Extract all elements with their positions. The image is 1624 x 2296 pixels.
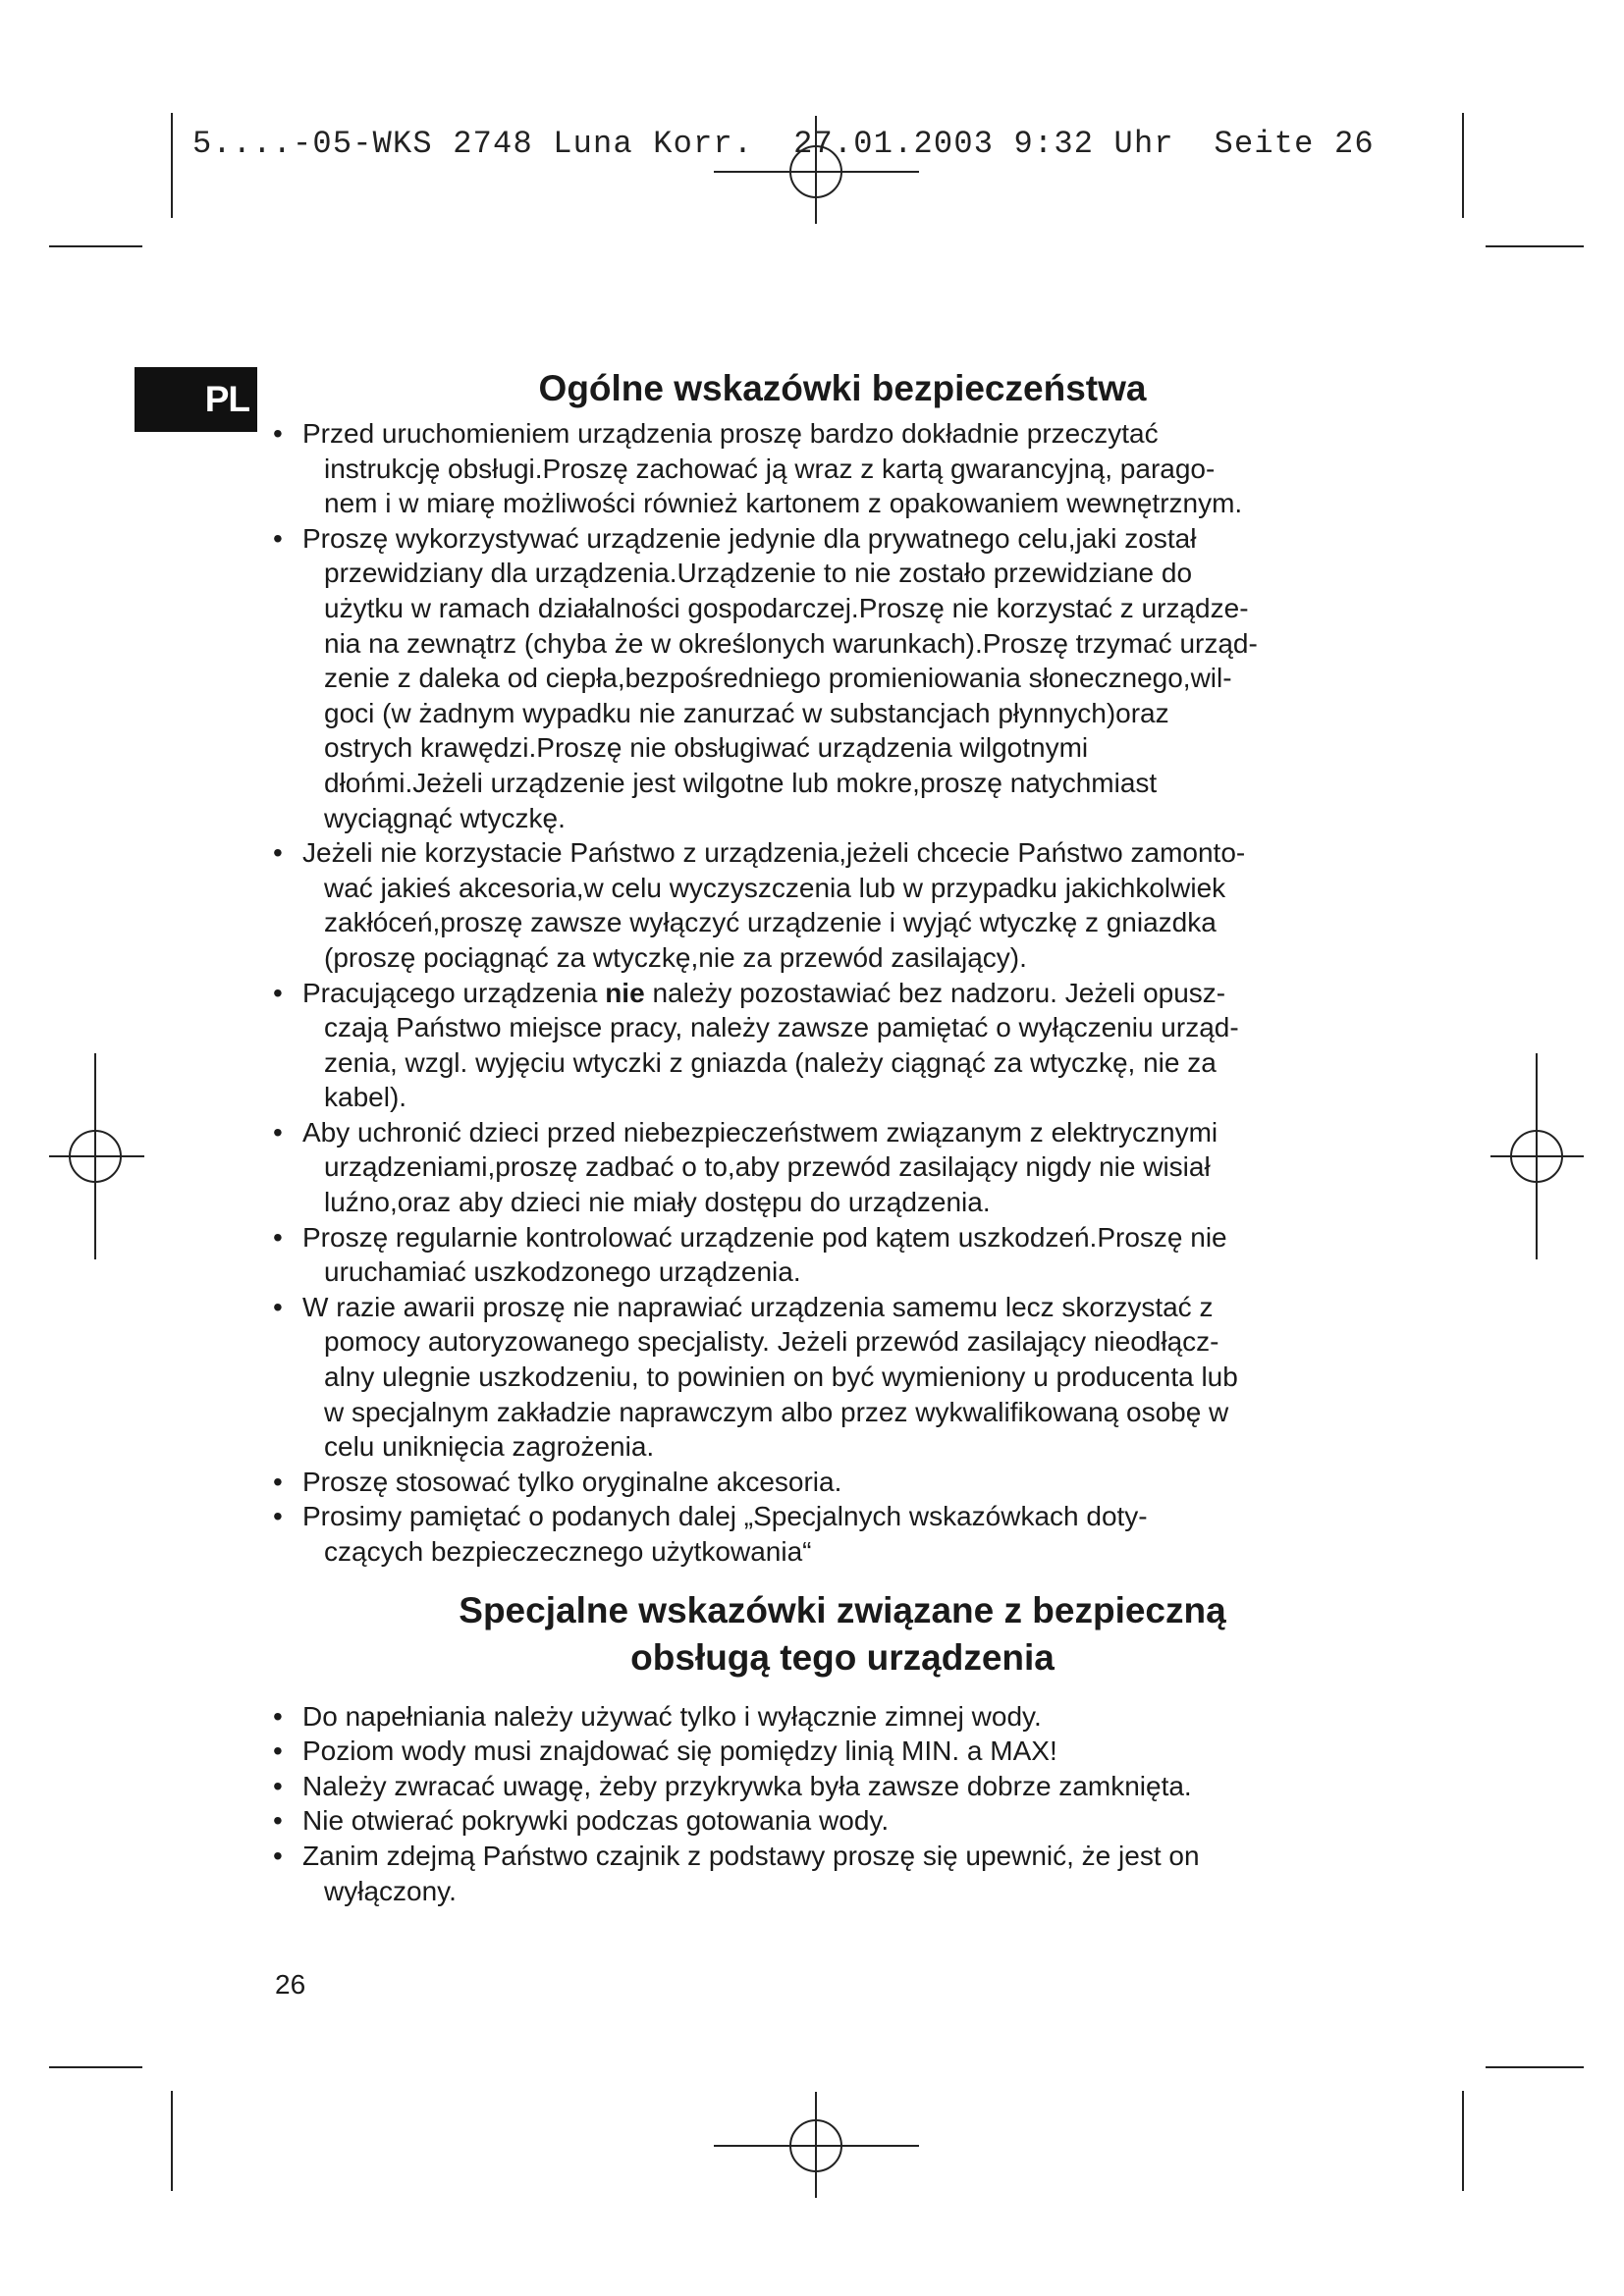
list-item-line: użytku w ramach działalności gospodarczej.Proszę nie korzystać z urządze-	[324, 592, 1249, 623]
list-item-text: Pracującego urządzenia	[302, 977, 606, 1008]
list-item-line: pomocy autoryzowanego specjalisty. Jeżeli przewód zasilający nieodłącz-	[324, 1326, 1219, 1358]
registration-mark-bottom	[714, 2092, 919, 2198]
list-item-line: Nie otwierać pokrywki podczas gotowania wody.	[302, 1805, 890, 1837]
list-item-line: czących bezpieczecznego użytkowania“	[324, 1536, 812, 1567]
list-item: • Proszę stosować tylko oryginalne akcesoria.	[273, 1465, 1373, 1500]
general-safety-list	[273, 416, 1373, 1570]
list-item-line: Proszę wykorzystywać urządzenie jedynie dla prywatnego celu,jaki został	[302, 522, 1197, 554]
list-item-line: Przed uruchomieniem urządzenia proszę bardzo dokładnie przeczytać	[302, 418, 1159, 449]
registration-mark-right	[1490, 1053, 1584, 1259]
list-item: • Należy zwracać uwagę, żeby przykrywka była zawsze dobrze zamknięta.	[273, 1769, 1373, 1804]
list-item-line: goci (w żadnym wypadku nie zanurzać w substancjach płynnych)oraz	[324, 697, 1169, 728]
list-item: • Nie otwierać pokrywki podczas gotowania wody.	[273, 1803, 1373, 1839]
page-content	[273, 365, 1373, 1908]
list-item-line: uruchamiać uszkodzonego urządzenia.	[324, 1256, 801, 1288]
list-item-text: należy pozostawiać bez nadzoru. Jeżeli opusz-	[644, 977, 1226, 1008]
list-item: • Pracującego urządzenia nie należy pozostawiać bez nadzoru. Jeżeli opusz- czają Państwo miejsce pracy, należy zawsze pamiętać o wyłączeniu urząd- zenia, wzgl. wyjęciu wtyczki z gniazda (należy ciągnąć za wtyczkę, nie za kabel).	[273, 976, 1373, 1115]
list-item-line: Proszę regularnie kontrolować urządzenie pod kątem uszkodzeń.Proszę nie	[302, 1221, 1227, 1253]
list-item-line: Do napełniania należy używać tylko i wyłącznie zimnej wody.	[302, 1700, 1042, 1732]
list-item-line: nem i w miarę możliwości również kartonem z opakowaniem wewnętrznym.	[324, 488, 1243, 519]
list-item-line: Poziom wody musi znajdować się pomiędzy linią MIN. a MAX!	[302, 1735, 1057, 1767]
list-item-line: wać jakieś akcesoria,w celu wyczyszczenia lub w przypadku jakichkolwiek	[324, 872, 1226, 903]
list-item-line: celu uniknięcia zagrożenia.	[324, 1431, 655, 1463]
list-item: • Zanim zdejmą Państwo czajnik z podstawy proszę się upewnić, że jest on wyłączony.	[273, 1839, 1373, 1908]
list-item: • W razie awarii proszę nie naprawiać urządzenia samemu lecz skorzystać z pomocy autoryzowanego specjalisty. Jeżeli przewód zasilający nieodłącz- alny ulegnie uszkodzeniu, to powinien on być wymieniony u producenta lub w specjalnym zakładzie naprawczym albo przez wykwalifikowaną osobę w celu uniknięcia zagrożenia.	[273, 1290, 1373, 1465]
list-item: • Proszę regularnie kontrolować urządzenie pod kątem uszkodzeń.Proszę nie uruchamiać uszkodzonego urządzenia.	[273, 1220, 1373, 1290]
section-heading-line: Specjalne wskazówki związane z bezpieczną	[459, 1589, 1226, 1630]
list-item-line: Zanim zdejmą Państwo czajnik z podstawy proszę się upewnić, że jest on	[302, 1840, 1200, 1871]
list-item-line: nia na zewnątrz (chyba że w określonych warunkach).Proszę trzymać urząd-	[324, 627, 1258, 659]
list-item-line: dłońmi.Jeżeli urządzenie jest wilgotne lub mokre,proszę natychmiast	[324, 767, 1158, 798]
list-item-line: Jeżeli nie korzystacie Państwo z urządzenia,jeżeli chcecie Państwo zamonto-	[302, 837, 1246, 869]
list-item-line: zenie z daleka od ciepła,bezpośredniego promieniowania słonecznego,wil-	[324, 663, 1232, 694]
list-item-line: Należy zwracać uwagę, żeby przykrywka była zawsze dobrze zamknięta.	[302, 1770, 1192, 1801]
list-item: • Jeżeli nie korzystacie Państwo z urządzenia,jeżeli chcecie Państwo zamonto- wać jakieś akcesoria,w celu wyczyszczenia lub w przypadku jakichkolwiek zakłóceń,proszę zawsze wyłączyć urządzenie i wyjąć wtyczkę z gniazdka (proszę pociągnąć za wtyczkę,nie za przewód zasilający).	[273, 835, 1373, 975]
list-item-line: w specjalnym zakładzie naprawczym albo przez wykwalifikowaną osobę w	[324, 1396, 1229, 1427]
section-heading-line: obsługą tego urządzenia	[630, 1636, 1055, 1678]
list-item-line: luźno,oraz aby dzieci nie miały dostępu do urządzenia.	[324, 1187, 991, 1218]
print-slug-line: 5....-05-WKS 2748 Luna Korr. 27.01.2003 9:32 Uhr Seite 26	[192, 126, 1375, 162]
list-item-line: Aby uchronić dzieci przed niebezpieczeństwem związanym z elektrycznymi	[302, 1116, 1218, 1148]
list-item: • Przed uruchomieniem urządzenia proszę bardzo dokładnie przeczytać instrukcję obsługi.Proszę zachować ją wraz z kartą gwarancyjną, parago- nem i w miarę możliwości również kartonem z opakowaniem wewnętrznym.	[273, 416, 1373, 521]
list-item-line: W razie awarii proszę nie naprawiać urządzenia samemu lecz skorzystać z	[302, 1291, 1214, 1322]
list-item-line: zenia, wzgl. wyjęciu wtyczki z gniazda (należy ciągnąć za wtyczkę, nie za	[324, 1046, 1217, 1078]
emphasis-word: nie	[605, 977, 645, 1008]
list-item-line: ostrych krawędzi.Proszę nie obsługiwać urządzenia wilgotnymi	[324, 732, 1089, 764]
list-item: • Prosimy pamiętać o podanych dalej „Specjalnych wskazówkach doty- czących bezpieczecznego użytkowania“	[273, 1499, 1373, 1569]
list-item: • Proszę wykorzystywać urządzenie jedynie dla prywatnego celu,jaki został przewidziany dla urządzenia.Urządzenie to nie zostało przewidziane do użytku w ramach działalności gospodarczej.Proszę nie korzystać z urządze- nia na zewnątrz (chyba że w określonych warunkach).Proszę trzymać urząd- zenie z daleka od ciepła,bezpośredniego promieniowania słonecznego,wil- goci (w żadnym wypadku nie zanurzać w substancjach płynnych)oraz ostrych krawędzi.Proszę nie obsługiwać urządzenia wilgotnymi dłońmi.Jeżeli urządzenie jest wilgotne lub mokre,proszę natychmiast wyciągnąć wtyczkę.	[273, 521, 1373, 835]
list-item-line: czają Państwo miejsce pracy, należy zawsze pamiętać o wyłączeniu urząd-	[324, 1012, 1239, 1043]
registration-mark-left	[49, 1053, 144, 1259]
list-item: • Poziom wody musi znajdować się pomiędzy linią MIN. a MAX!	[273, 1734, 1373, 1769]
list-item-line: (proszę pociągnąć za wtyczkę,nie za przewód zasilający).	[324, 941, 1027, 973]
list-item: • Aby uchronić dzieci przed niebezpieczeństwem związanym z elektrycznymi urządzeniami,proszę zadbać o to,aby przewód zasilający nigdy nie wisiał luźno,oraz aby dzieci nie miały dostępu do urządzenia.	[273, 1115, 1373, 1220]
section-heading-general-safety: Ogólne wskazówki bezpieczeństwa	[538, 368, 1147, 408]
list-item-line: przewidziany dla urządzenia.Urządzenie to nie zostało przewidziane do	[324, 558, 1193, 589]
section-heading-special-safety	[273, 1587, 1373, 1682]
list-item-line: alny ulegnie uszkodzeniu, to powinien on być wymieniony u producenta lub	[324, 1362, 1238, 1393]
language-tab: PL	[135, 367, 257, 432]
list-item-line	[302, 976, 1373, 1011]
page-number: 26	[275, 1969, 306, 2000]
list-item-line: Prosimy pamiętać o podanych dalej „Specjalnych wskazówkach doty-	[302, 1501, 1148, 1532]
list-item-line: zakłóceń,proszę zawsze wyłączyć urządzenie i wyjąć wtyczkę z gniazdka	[324, 907, 1217, 938]
list-item-line: instrukcję obsługi.Proszę zachować ją wraz z kartą gwarancyjną, parago-	[324, 453, 1216, 484]
special-safety-list	[273, 1699, 1373, 1909]
list-item-line: wyciągnąć wtyczkę.	[324, 802, 566, 833]
list-item-line: Proszę stosować tylko oryginalne akcesoria.	[302, 1466, 842, 1497]
list-item-line: kabel).	[324, 1082, 407, 1113]
list-item: • Do napełniania należy używać tylko i wyłącznie zimnej wody.	[273, 1699, 1373, 1735]
list-item-line: wyłączony.	[324, 1875, 457, 1906]
list-item-line: urządzeniami,proszę zadbać o to,aby przewód zasilający nigdy nie wisiał	[324, 1151, 1211, 1183]
